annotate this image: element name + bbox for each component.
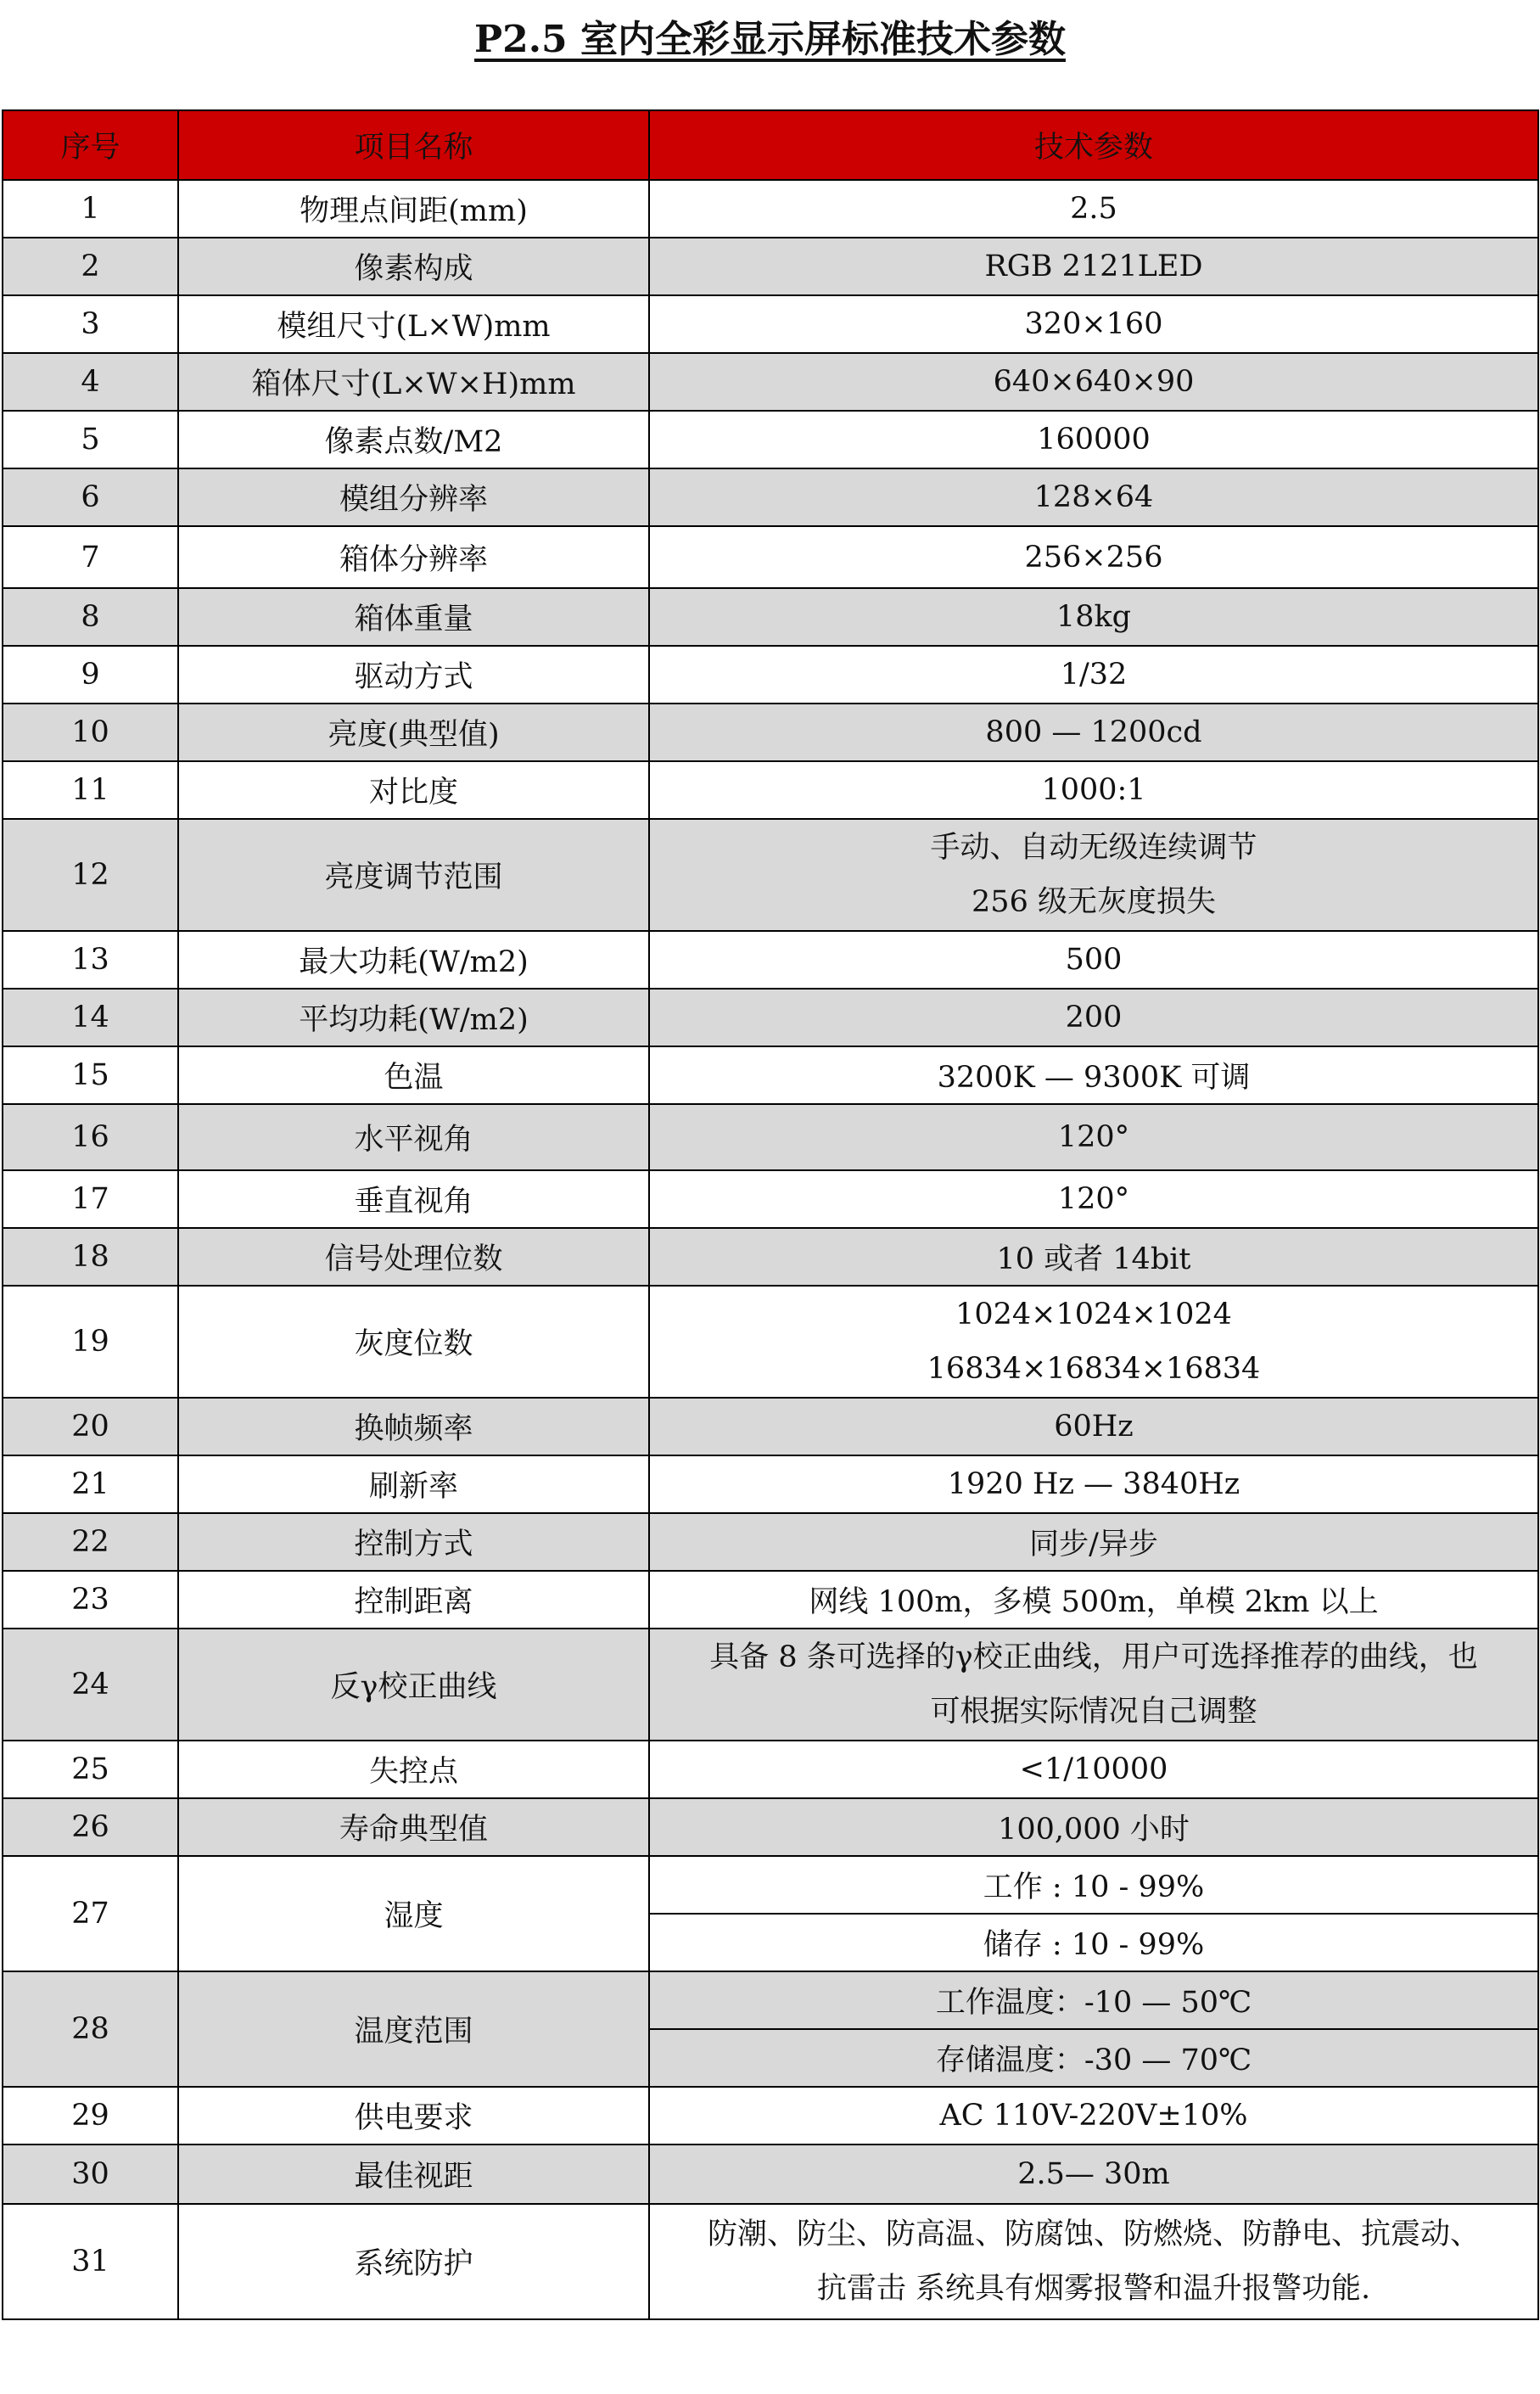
row-value: 1/32 — [649, 646, 1538, 704]
header-no: 序号 — [3, 110, 178, 180]
table-header-row — [3, 110, 1538, 180]
row-value: 存储温度：-30 — 70℃ — [649, 2029, 1538, 2087]
row-no: 31 — [3, 2204, 178, 2319]
row-name: 像素构成 — [178, 238, 649, 295]
table-row — [3, 1228, 1538, 1286]
table-row — [3, 180, 1538, 238]
table-row — [3, 704, 1538, 761]
row-name: 刷新率 — [178, 1455, 649, 1513]
row-no: 18 — [3, 1228, 178, 1286]
row-no: 23 — [3, 1571, 178, 1629]
row-no: 21 — [3, 1455, 178, 1513]
row-value — [649, 819, 1538, 931]
row-value: 3200K — 9300K 可调 — [649, 1046, 1538, 1104]
table-row — [3, 588, 1538, 646]
row-value: 128×64 — [649, 468, 1538, 526]
row-no: 26 — [3, 1798, 178, 1856]
row-name: 控制方式 — [178, 1513, 649, 1571]
row-no: 17 — [3, 1170, 178, 1228]
row-name: 供电要求 — [178, 2087, 649, 2145]
row-value: AC 110V-220V±10% — [649, 2087, 1538, 2145]
row-value: <1/10000 — [649, 1741, 1538, 1798]
row-no: 30 — [3, 2145, 178, 2204]
table-row — [3, 1741, 1538, 1798]
row-no: 5 — [3, 411, 178, 468]
row-value — [649, 1629, 1538, 1741]
value-line: 具备 8 条可选择的γ校正曲线，用户可选择推荐的曲线，也 — [709, 1640, 1478, 1674]
row-no: 4 — [3, 353, 178, 411]
row-no: 8 — [3, 588, 178, 646]
row-no: 28 — [3, 1971, 178, 2087]
row-no: 24 — [3, 1629, 178, 1741]
row-name: 水平视角 — [178, 1104, 649, 1170]
row-name: 控制距离 — [178, 1571, 649, 1629]
value-line: 抗雷击 系统具有烟雾报警和温升报警功能. — [816, 2272, 1371, 2306]
table-row — [3, 411, 1538, 468]
row-name: 模组分辨率 — [178, 468, 649, 526]
value-line: 防潮、防尘、防高温、防腐蚀、防燃烧、防静电、抗震动、 — [707, 2217, 1480, 2251]
table-row — [3, 2204, 1538, 2319]
row-name: 最大功耗(W/m2) — [178, 931, 649, 989]
row-no: 22 — [3, 1513, 178, 1571]
document-title: P2.5 室内全彩显示屏标准技术参数 — [474, 18, 1066, 61]
row-no: 16 — [3, 1104, 178, 1170]
row-value: 256×256 — [649, 526, 1538, 588]
row-name: 系统防护 — [178, 2204, 649, 2319]
row-no: 9 — [3, 646, 178, 704]
spec-table — [2, 109, 1539, 2320]
row-no: 1 — [3, 180, 178, 238]
row-name: 平均功耗(W/m2) — [178, 989, 649, 1046]
value-line: 手动、自动无级连续调节 — [930, 831, 1257, 865]
row-value: 800 — 1200cd — [649, 704, 1538, 761]
table-row — [3, 1170, 1538, 1228]
row-no: 19 — [3, 1286, 178, 1398]
table-row — [3, 468, 1538, 526]
header-name: 项目名称 — [178, 110, 649, 180]
table-row — [3, 353, 1538, 411]
row-value: 2.5 — [649, 180, 1538, 238]
row-name: 亮度调节范围 — [178, 819, 649, 931]
value-line: 1024×1024×1024 — [955, 1298, 1232, 1332]
row-no: 15 — [3, 1046, 178, 1104]
row-value — [649, 2204, 1538, 2319]
row-name: 垂直视角 — [178, 1170, 649, 1228]
row-value: 1920 Hz — 3840Hz — [649, 1455, 1538, 1513]
row-name: 对比度 — [178, 761, 649, 819]
row-name: 箱体尺寸(L×W×H)mm — [178, 353, 649, 411]
table-row — [3, 646, 1538, 704]
row-value: 500 — [649, 931, 1538, 989]
row-value: 同步/异步 — [649, 1513, 1538, 1571]
row-name: 模组尺寸(L×W)mm — [178, 295, 649, 353]
table-row — [3, 819, 1538, 931]
row-no: 7 — [3, 526, 178, 588]
row-name: 物理点间距(mm) — [178, 180, 649, 238]
row-value: 10 或者 14bit — [649, 1228, 1538, 1286]
row-name: 失控点 — [178, 1741, 649, 1798]
row-value: 网线 100m，多模 500m，单模 2km 以上 — [649, 1571, 1538, 1629]
row-no: 11 — [3, 761, 178, 819]
table-row — [3, 1971, 1538, 2029]
row-no: 14 — [3, 989, 178, 1046]
row-value: 2.5— 30m — [649, 2145, 1538, 2204]
row-name: 换帧频率 — [178, 1398, 649, 1455]
row-no: 2 — [3, 238, 178, 295]
row-value: 640×640×90 — [649, 353, 1538, 411]
value-line: 16834×16834×16834 — [927, 1352, 1261, 1386]
row-no: 13 — [3, 931, 178, 989]
row-name: 像素点数/M2 — [178, 411, 649, 468]
row-name: 信号处理位数 — [178, 1228, 649, 1286]
row-no: 20 — [3, 1398, 178, 1455]
table-row — [3, 1046, 1538, 1104]
row-value: 工作温度：-10 — 50℃ — [649, 1971, 1538, 2029]
row-value: 60Hz — [649, 1398, 1538, 1455]
row-no: 29 — [3, 2087, 178, 2145]
table-row — [3, 238, 1538, 295]
table-row — [3, 295, 1538, 353]
row-name: 反γ校正曲线 — [178, 1629, 649, 1741]
table-row — [3, 1398, 1538, 1455]
table-row — [3, 1513, 1538, 1571]
row-value: 储存 : 10 - 99% — [649, 1914, 1538, 1971]
row-name: 驱动方式 — [178, 646, 649, 704]
table-row — [3, 1104, 1538, 1170]
table-row — [3, 526, 1538, 588]
row-name: 灰度位数 — [178, 1286, 649, 1398]
table-row — [3, 1798, 1538, 1856]
row-name: 色温 — [178, 1046, 649, 1104]
table-row — [3, 761, 1538, 819]
table-row — [3, 931, 1538, 989]
table-row — [3, 1629, 1538, 1741]
row-no: 3 — [3, 295, 178, 353]
row-value: 18kg — [649, 588, 1538, 646]
row-name: 箱体重量 — [178, 588, 649, 646]
table-row — [3, 1571, 1538, 1629]
row-no: 6 — [3, 468, 178, 526]
table-row — [3, 1455, 1538, 1513]
row-no: 25 — [3, 1741, 178, 1798]
row-no: 12 — [3, 819, 178, 931]
row-value: 工作 : 10 - 99% — [649, 1856, 1538, 1914]
table-row — [3, 1286, 1538, 1398]
header-value: 技术参数 — [649, 110, 1538, 180]
row-value: 120° — [649, 1170, 1538, 1228]
table-row — [3, 1856, 1538, 1914]
row-name: 箱体分辨率 — [178, 526, 649, 588]
row-name: 亮度(典型值) — [178, 704, 649, 761]
row-name: 湿度 — [178, 1856, 649, 1971]
row-no: 10 — [3, 704, 178, 761]
value-line: 可根据实际情况自己调整 — [930, 1695, 1257, 1729]
row-no: 27 — [3, 1856, 178, 1971]
row-value — [649, 1286, 1538, 1398]
row-value: 320×160 — [649, 295, 1538, 353]
row-name: 最佳视距 — [178, 2145, 649, 2204]
value-line: 256 级无灰度损失 — [972, 885, 1216, 919]
row-value: 160000 — [649, 411, 1538, 468]
table-row — [3, 2087, 1538, 2145]
row-value: 200 — [649, 989, 1538, 1046]
table-row — [3, 989, 1538, 1046]
row-value: 120° — [649, 1104, 1538, 1170]
table-row — [3, 2145, 1538, 2204]
row-value: 100,000 小时 — [649, 1798, 1538, 1856]
row-name: 寿命典型值 — [178, 1798, 649, 1856]
row-value: 1000:1 — [649, 761, 1538, 819]
row-name: 温度范围 — [178, 1971, 649, 2087]
row-value: RGB 2121LED — [649, 238, 1538, 295]
